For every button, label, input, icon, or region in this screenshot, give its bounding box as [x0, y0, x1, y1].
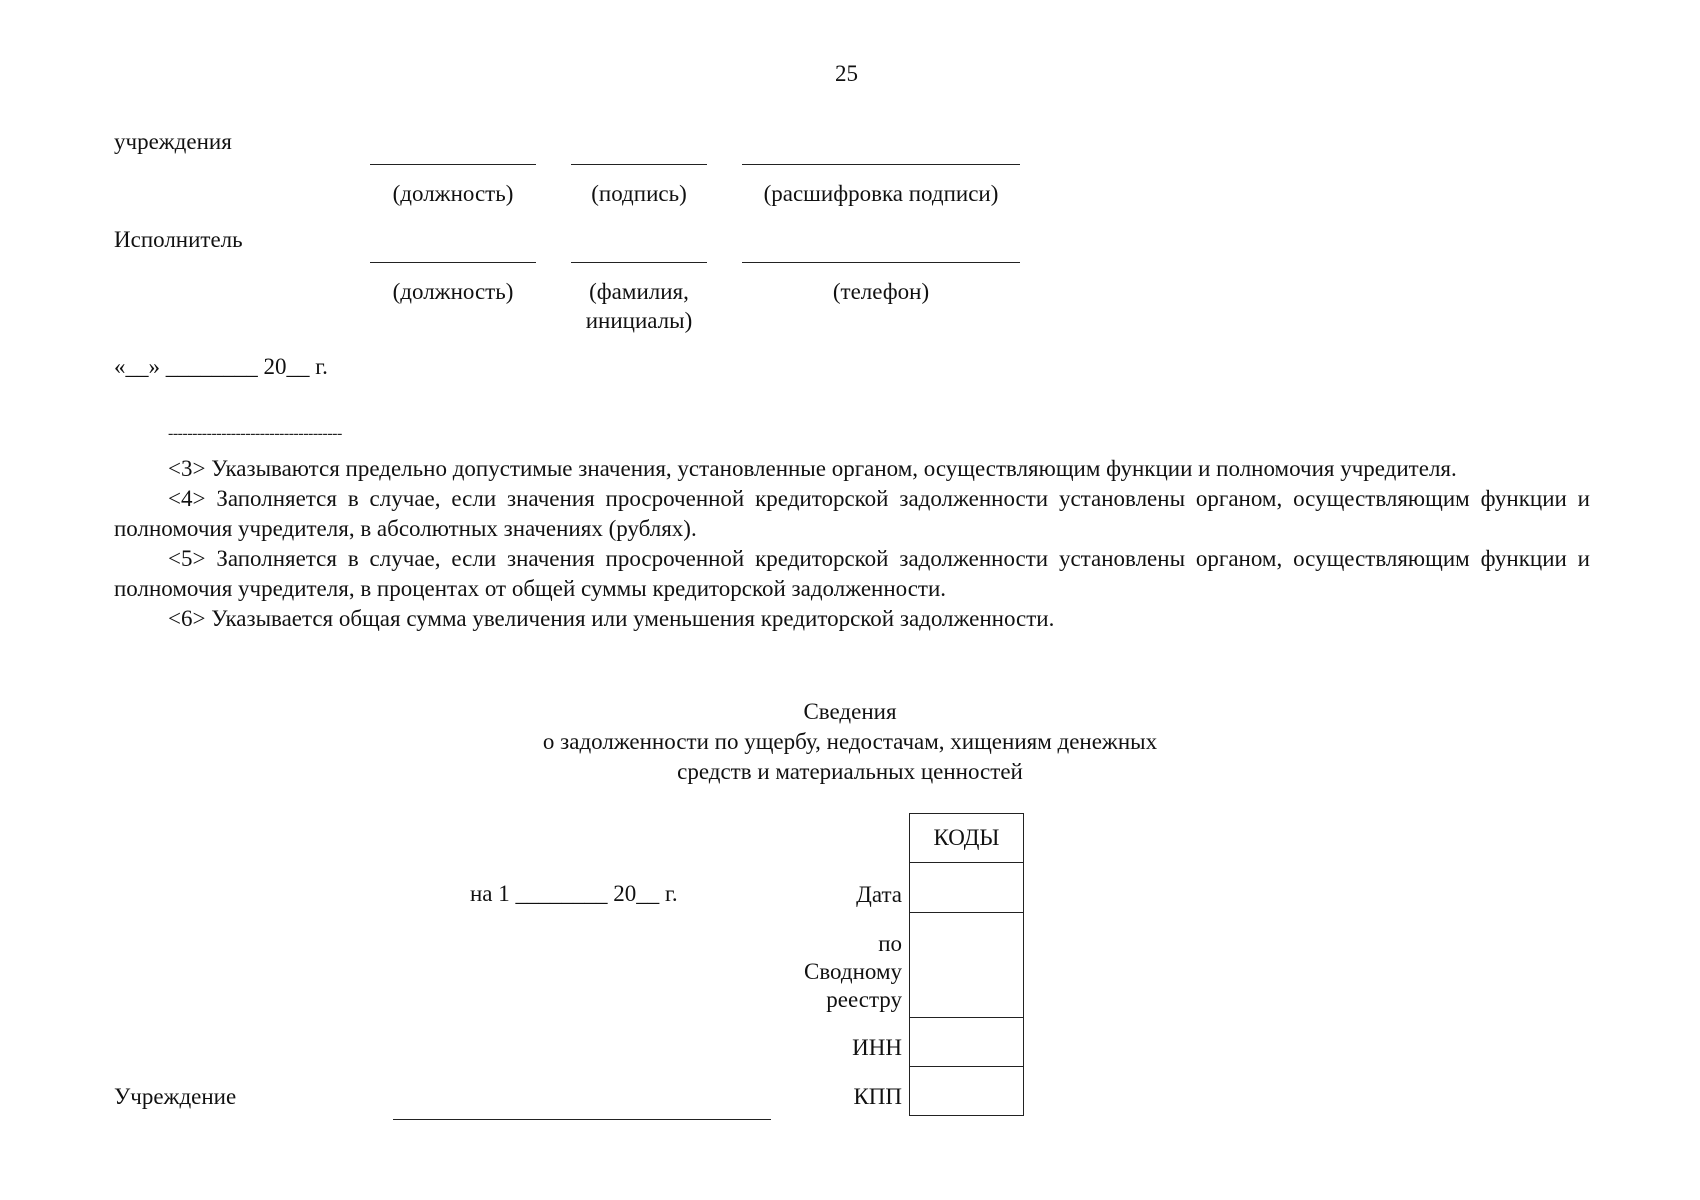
- section-title-line3: средств и материальных ценностей: [677, 759, 1023, 784]
- caption-signature: (подпись): [591, 181, 687, 206]
- footnote-4: <4> Заполняется в случае, если значения просроченной кредиторской задолженности установлены органом, осуществляющим функции и полномочия учредителя, в абсолютных значениях (рублях).: [114, 486, 1590, 541]
- section-title-line2: о задолженности по ущербу, недостачам, хищениям денежных: [542, 729, 1158, 754]
- caption-position-1: (должность): [392, 181, 514, 206]
- surname-line[interactable]: [571, 262, 707, 263]
- section-title: [0, 697, 1700, 787]
- code-cell-kpp[interactable]: [910, 1067, 1024, 1116]
- section-title-line1: Сведения: [803, 699, 897, 724]
- label-inn: ИНН: [852, 1035, 902, 1060]
- report-date: на 1 ________ 20__ г.: [470, 881, 678, 906]
- signature-line[interactable]: [571, 164, 707, 165]
- signature-row1-label: учреждения: [114, 129, 232, 154]
- code-cell-date[interactable]: [910, 863, 1024, 913]
- footnote-separator: ------------------------------------: [168, 425, 342, 442]
- institution-line[interactable]: [393, 1119, 771, 1120]
- caption-signature-decoding: (расшифровка подписи): [763, 181, 999, 206]
- position-line-2[interactable]: [370, 262, 536, 263]
- caption-phone: (телефон): [832, 279, 930, 304]
- caption-surname-initials: (фамилия, инициалы): [585, 279, 693, 333]
- signature-date-line: «__» ________ 20__ г.: [114, 354, 328, 379]
- codes-header: КОДЫ: [910, 814, 1024, 863]
- footnote-3: <3> Указываются предельно допустимые значения, установленные органом, осуществляющим функции и полномочия учредителя.: [168, 456, 1457, 481]
- label-registry-line3: реестру: [826, 987, 902, 1012]
- footnotes: [114, 454, 1590, 634]
- page-number: 25: [835, 61, 858, 86]
- code-cell-inn[interactable]: [910, 1018, 1024, 1067]
- label-registry-line2: Сводному: [803, 959, 902, 984]
- label-kpp: КПП: [853, 1084, 902, 1109]
- institution-label: Учреждение: [114, 1084, 237, 1109]
- codes-table: [909, 813, 1024, 1116]
- label-registry-line1: по: [878, 931, 902, 956]
- label-date: Дата: [856, 882, 902, 907]
- footnote-6: <6> Указывается общая сумма увеличения или уменьшения кредиторской задолженности.: [168, 606, 1055, 631]
- position-line-1[interactable]: [370, 164, 536, 165]
- code-cell-registry[interactable]: [910, 913, 1024, 1018]
- signature-row2-label: Исполнитель: [114, 227, 243, 252]
- phone-line[interactable]: [742, 262, 1020, 263]
- label-registry: [804, 930, 902, 1014]
- signature-decoding-line[interactable]: [742, 164, 1020, 165]
- footnote-5: <5> Заполняется в случае, если значения просроченной кредиторской задолженности установлены органом, осуществляющим функции и полномочия учредителя, в процентах от общей суммы кредиторской задолженности.: [114, 546, 1590, 601]
- caption-position-2: (должность): [392, 279, 514, 304]
